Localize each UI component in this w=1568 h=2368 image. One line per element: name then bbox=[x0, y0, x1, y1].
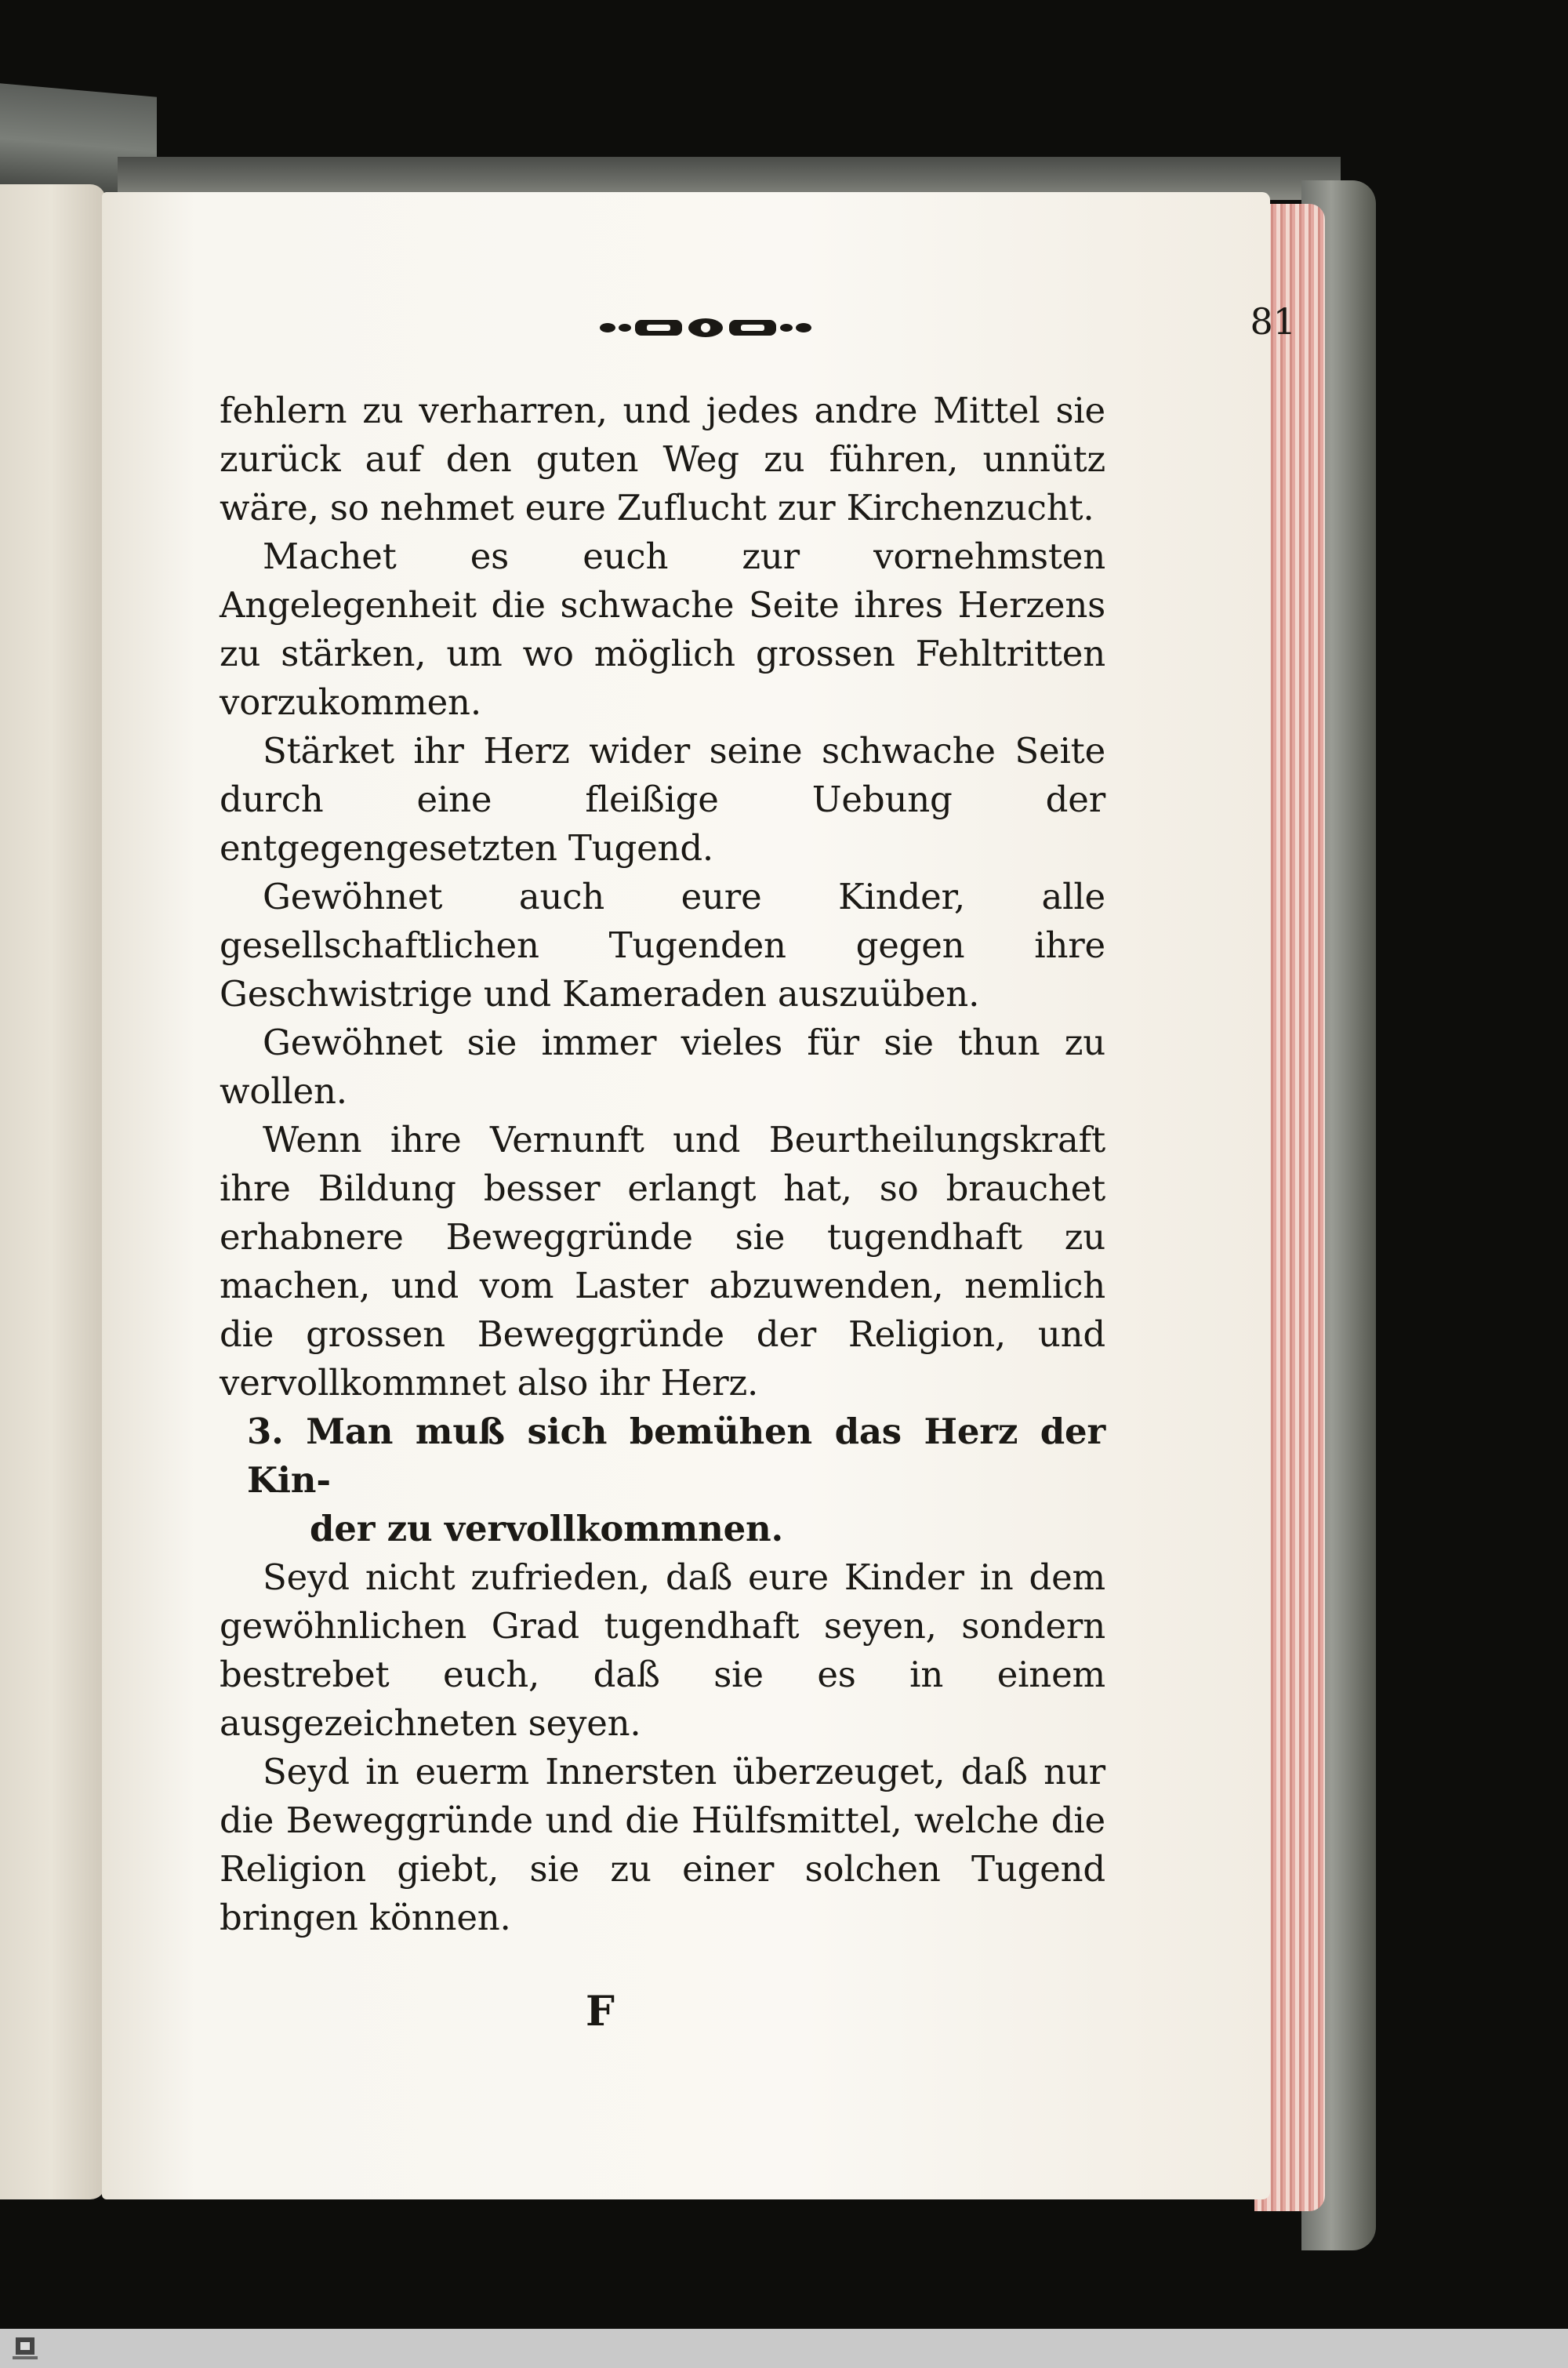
body-text bbox=[220, 387, 1105, 1942]
paragraph: Machet es euch zur vornehmsten Angelegenheit die schwache Seite ihres Herzens zu stärken, um wo möglich grossen Fehltritten vorzukommen. bbox=[220, 536, 1105, 723]
section-heading bbox=[220, 1407, 1105, 1553]
paragraph: Wenn ihre Vernunft und Beurtheilungskraft ihre Bildung besser erlangt hat, so brauchet erhabnere Beweggründe sie tugendhaft zu machen, und vom Laster abzuwenden, nemlich die grossen Beweggründe der Religion, und vervollkommnet also ihr Herz. bbox=[220, 1119, 1105, 1404]
paragraph: Gewöhnet sie immer vieles für sie thun zu wollen. bbox=[220, 1022, 1105, 1112]
heading-line-1: Man muß sich bemühen das Herz der Kin- bbox=[247, 1411, 1106, 1501]
heading-line-2: der zu vervollkommnen. bbox=[310, 1508, 784, 1549]
paragraph: fehlern zu verharren, und jedes andre Mittel sie zurück auf den guten Weg zu führen, unnütz wäre, so nehmet eure Zuflucht zur Kirchenzucht. bbox=[220, 390, 1105, 528]
running-head bbox=[490, 302, 1337, 357]
library-logo-icon bbox=[9, 2333, 41, 2364]
viewer-footer bbox=[0, 2329, 1568, 2368]
paragraph: Seyd nicht zufrieden, daß eure Kinder in dem gewöhnlichen Grad tugendhaft seyen, sondern bestrebet euch, daß sie es in einem ausgezeichneten seyen. bbox=[220, 1556, 1105, 1744]
page-number: 81 bbox=[1250, 300, 1296, 343]
paragraph: Stärket ihr Herz wider seine schwache Seite durch eine fleißige Uebung der entgegengesetzten Tugend. bbox=[220, 730, 1105, 869]
heading-number: 3. bbox=[247, 1411, 284, 1452]
paragraph: Seyd in euerm Innersten überzeuget, daß nur die Beweggründe und die Hülfsmittel, welche die Religion giebt, sie zu einer solchen Tugend bringen können. bbox=[220, 1751, 1105, 1938]
ornament-icon bbox=[592, 306, 819, 349]
paragraph: Gewöhnet auch eure Kinder, alle gesellschaftlichen Tugenden gegen ihre Geschwistrige und Kameraden auszuüben. bbox=[220, 876, 1105, 1015]
signature-mark: F bbox=[586, 1988, 615, 2036]
book-page bbox=[102, 192, 1296, 2199]
left-page-edge bbox=[0, 184, 106, 2199]
